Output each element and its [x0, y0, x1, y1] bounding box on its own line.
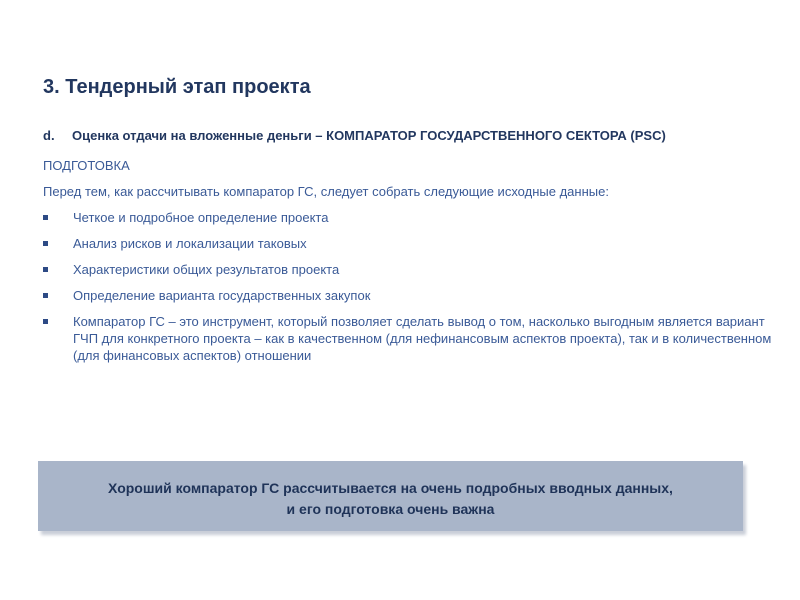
bullet-square-icon — [43, 241, 48, 246]
bullet-text: Анализ рисков и локализации таковых — [73, 236, 307, 251]
bullet-item — [43, 287, 773, 304]
bullet-text: Характеристики общих результатов проекта — [73, 262, 340, 277]
bullet-square-icon — [43, 319, 48, 324]
bullet-square-icon — [43, 293, 48, 298]
bullet-list — [43, 209, 773, 364]
section-label: ПОДГОТОВКА — [43, 158, 130, 173]
bullet-item — [43, 235, 773, 252]
slide-title: 3. Тендерный этап проекта — [43, 76, 311, 98]
bullet-text: Четкое и подробное определение проекта — [73, 210, 329, 225]
bullet-item — [43, 261, 773, 278]
bullet-text: Определение варианта государственных закупок — [73, 288, 371, 303]
bullet-item — [43, 209, 773, 226]
callout-line-2: и его подготовка очень важна — [286, 501, 495, 517]
bullet-item — [43, 313, 773, 364]
callout-box — [38, 461, 743, 531]
content-body — [43, 157, 773, 373]
bullet-square-icon — [43, 267, 48, 272]
subheading-letter: d. — [43, 128, 55, 143]
callout-line-1: Хороший компаратор ГС рассчитывается на очень подробных вводных данных, — [108, 480, 673, 496]
subheading — [43, 128, 666, 143]
intro-text: Перед тем, как рассчитывать компаратор ГС, следует собрать следующие исходные данные: — [43, 184, 609, 199]
bullet-square-icon — [43, 215, 48, 220]
bullet-text: Компаратор ГС – это инструмент, который позволяет сделать вывод о том, насколько выгодным является вариант ГЧП для конкретного проекта – как в качественном (для нефинансовым аспектов проекта), так и в количественном (для финансовых аспектов) отношении — [73, 314, 772, 363]
subheading-text: Оценка отдачи на вложенные деньги – КОМПАРАТОР ГОСУДАРСТВЕННОГО СЕКТОРА (PSC) — [72, 128, 666, 143]
